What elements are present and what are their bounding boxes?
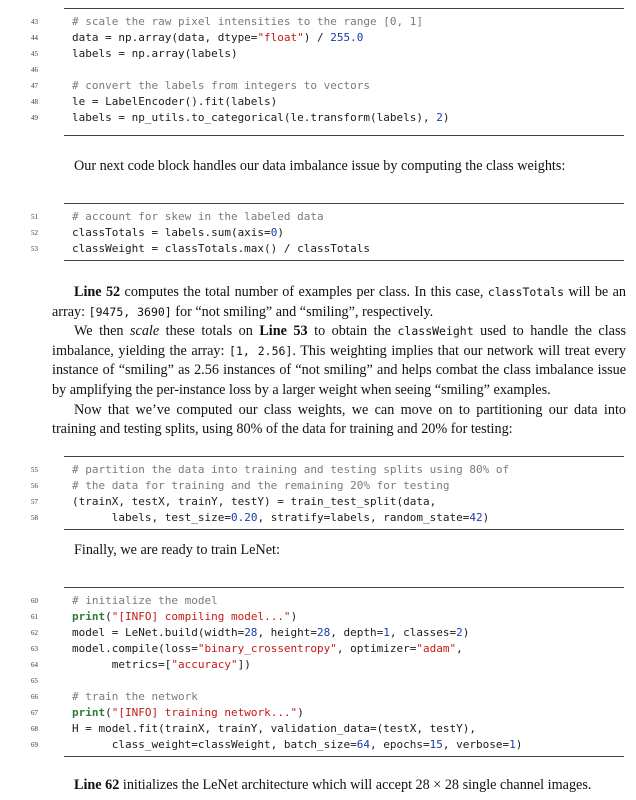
text-span: to obtain the	[307, 323, 398, 340]
code-token: # the data for training and the remaining 20% for testing	[72, 479, 450, 492]
code-token: ,	[456, 642, 463, 655]
code-token: # partition the data into training and testing splits using 80% of	[72, 463, 510, 476]
code-token: 0.20	[230, 511, 258, 524]
code-line	[72, 79, 370, 93]
text-span: . This weighting implies that our network will treat every instance of “smiling” as 2.56 instances of “not smiling” and helps combat the class imbalance issue by amplifying the per-instance loss by a larger weight when seeing “smiling” examples.	[52, 342, 626, 398]
inline-code: classTotals	[487, 285, 565, 299]
code-token: 42	[469, 511, 483, 524]
text-span: computes the total number of examples per class. In this case,	[120, 284, 488, 300]
line-number: 49	[31, 114, 38, 122]
code-block-class-weights	[31, 203, 624, 261]
code-line	[72, 722, 476, 736]
line-number: 57	[31, 498, 38, 506]
code-token: (	[105, 610, 112, 623]
line-ref: Line 52	[74, 284, 121, 300]
code-token: classTotals = labels.sum(axis=	[72, 226, 271, 239]
code-token: 28	[244, 626, 258, 639]
code-token: labels, test_size=	[72, 511, 231, 524]
code-token: (	[105, 706, 112, 719]
code-token: , depth=	[330, 626, 384, 639]
line-number: 44	[31, 34, 38, 42]
text-line: Our next code block handles our data imbalance issue by computing the class weights:	[74, 158, 566, 174]
code-token: data = np.array(data, dtype=	[72, 31, 258, 44]
code-token: , height=	[257, 626, 318, 639]
line-number: 68	[31, 725, 38, 733]
code-token: )	[482, 511, 490, 524]
text-span: will be an array:	[52, 284, 626, 320]
line-number: 65	[31, 677, 38, 685]
code-block-split	[31, 456, 624, 530]
code-line	[72, 210, 324, 224]
code-token: "float"	[257, 31, 304, 44]
text-span: initializes the LeNet architecture which will accept 28 × 28 single channel images.	[119, 777, 592, 793]
code-token: ) /	[303, 31, 331, 44]
code-line	[72, 690, 198, 704]
inline-code: [1, 2.56]	[229, 343, 293, 358]
text-span: these totals on	[159, 323, 260, 340]
code-token: 1	[383, 626, 390, 639]
code-token: print	[72, 706, 106, 719]
code-token: "adam"	[416, 642, 457, 655]
line-ref: Line 53	[259, 323, 308, 340]
text-line	[52, 283, 626, 322]
code-token: ])	[237, 658, 251, 671]
code-line	[72, 642, 463, 656]
line-number: 60	[31, 597, 38, 605]
code-token: labels = np_utils.to_categorical(le.transform(labels),	[72, 111, 437, 124]
code-token: metrics=[	[72, 658, 172, 671]
code-token: "[INFO] compiling model..."	[111, 610, 291, 623]
code-line	[72, 610, 297, 624]
code-line	[72, 242, 370, 256]
code-token: 2	[456, 626, 463, 639]
text-span: We then	[74, 323, 131, 340]
line-number: 64	[31, 661, 38, 669]
emphasis: scale	[130, 323, 160, 340]
code-token: labels = np.array(labels)	[72, 47, 238, 60]
code-line	[72, 479, 450, 493]
code-block-scale-labels	[31, 8, 624, 136]
code-token: 64	[356, 738, 371, 751]
code-token: )	[297, 706, 304, 719]
code-token: classWeight = classTotals.max() / classTotals	[72, 242, 371, 255]
code-line	[72, 511, 489, 525]
text-span: used to handle the class imbalance, yielding the array:	[52, 323, 627, 359]
text-line: Finally, we are ready to train LeNet:	[74, 542, 280, 558]
code-token: , verbose=	[442, 738, 510, 751]
line-number: 67	[31, 709, 38, 717]
code-line	[72, 658, 251, 672]
code-line	[72, 706, 304, 720]
line-number: 47	[31, 82, 38, 90]
code-line	[72, 226, 284, 240]
inline-code: [9475, 3690]	[88, 304, 172, 319]
code-token: # account for skew in the labeled data	[72, 210, 324, 223]
code-token: model = LeNet.build(width=	[72, 626, 245, 639]
code-token: # train the network	[72, 690, 198, 703]
code-token: 2	[436, 111, 443, 124]
code-token: )	[442, 111, 450, 124]
paragraph-lenet-init	[52, 776, 626, 796]
line-number: 45	[31, 50, 38, 58]
code-token: print	[72, 610, 106, 623]
paragraph-train-intro	[52, 541, 626, 561]
code-token: # convert the labels from integers to vectors	[72, 79, 371, 92]
code-token: , epochs=	[370, 738, 430, 751]
code-token: 255.0	[330, 31, 364, 44]
code-token: , stratify=labels, random_state=	[257, 511, 470, 524]
code-line	[72, 15, 423, 29]
code-token: )	[277, 226, 284, 239]
code-token: , optimizer=	[336, 642, 417, 655]
line-number: 69	[31, 741, 38, 749]
code-token: class_weight=classWeight, batch_size=	[72, 738, 357, 751]
text-line	[52, 322, 626, 400]
code-line	[72, 31, 363, 45]
code-line	[72, 111, 450, 125]
code-token: "[INFO] training network..."	[111, 706, 298, 719]
code-token: "accuracy"	[171, 658, 238, 671]
code-token: le = LabelEncoder().fit(labels)	[72, 95, 278, 108]
code-block-train	[31, 587, 624, 757]
code-token: (trainX, testX, trainY, testY) = train_test_split(data,	[72, 495, 437, 508]
code-token: 28	[317, 626, 331, 639]
code-token: # initialize the model	[72, 594, 218, 607]
code-token: )	[290, 610, 298, 623]
code-token: 1	[509, 738, 516, 751]
paragraph-class-weights-intro	[52, 157, 626, 177]
inline-code: classWeight	[397, 324, 474, 339]
code-token: , classes=	[389, 626, 457, 639]
code-line	[72, 47, 238, 61]
line-number: 62	[31, 629, 38, 637]
code-token: H = model.fit(trainX, trainY, validation_data=(testX, testY),	[72, 722, 476, 735]
code-line	[72, 738, 522, 752]
code-token: "binary_crossentropy"	[197, 642, 337, 655]
line-number: 46	[31, 66, 38, 74]
line-number: 56	[31, 482, 38, 490]
code-line	[72, 463, 509, 477]
code-token: # scale the raw pixel intensities to the range [0, 1]	[72, 15, 423, 28]
line-number: 53	[31, 245, 38, 253]
code-line	[72, 594, 218, 608]
paragraph-class-totals	[52, 283, 626, 440]
line-number: 48	[31, 98, 38, 106]
code-line	[72, 495, 436, 509]
code-line	[72, 626, 469, 640]
line-number: 55	[31, 466, 38, 474]
code-token: )	[515, 738, 523, 751]
text-line	[52, 776, 626, 796]
line-number: 51	[31, 213, 38, 221]
code-line	[72, 95, 277, 109]
code-token: model.compile(loss=	[72, 642, 198, 655]
code-token: 15	[429, 738, 443, 751]
line-number: 63	[31, 645, 38, 653]
line-ref: Line 62	[74, 777, 120, 793]
line-number: 52	[31, 229, 38, 237]
code-token: )	[462, 626, 470, 639]
line-number: 58	[31, 514, 38, 522]
text-span: for “not smiling” and “smiling”, respectively.	[171, 303, 434, 320]
code-token: 0	[270, 226, 278, 239]
text-line: Now that we’ve computed our class weights, we can move on to partitioning our data into training and testing splits, using 80% of the data for training and 20% for testing:	[52, 401, 626, 438]
line-number: 61	[31, 613, 38, 621]
line-number: 66	[31, 693, 38, 701]
line-number: 43	[31, 18, 38, 26]
